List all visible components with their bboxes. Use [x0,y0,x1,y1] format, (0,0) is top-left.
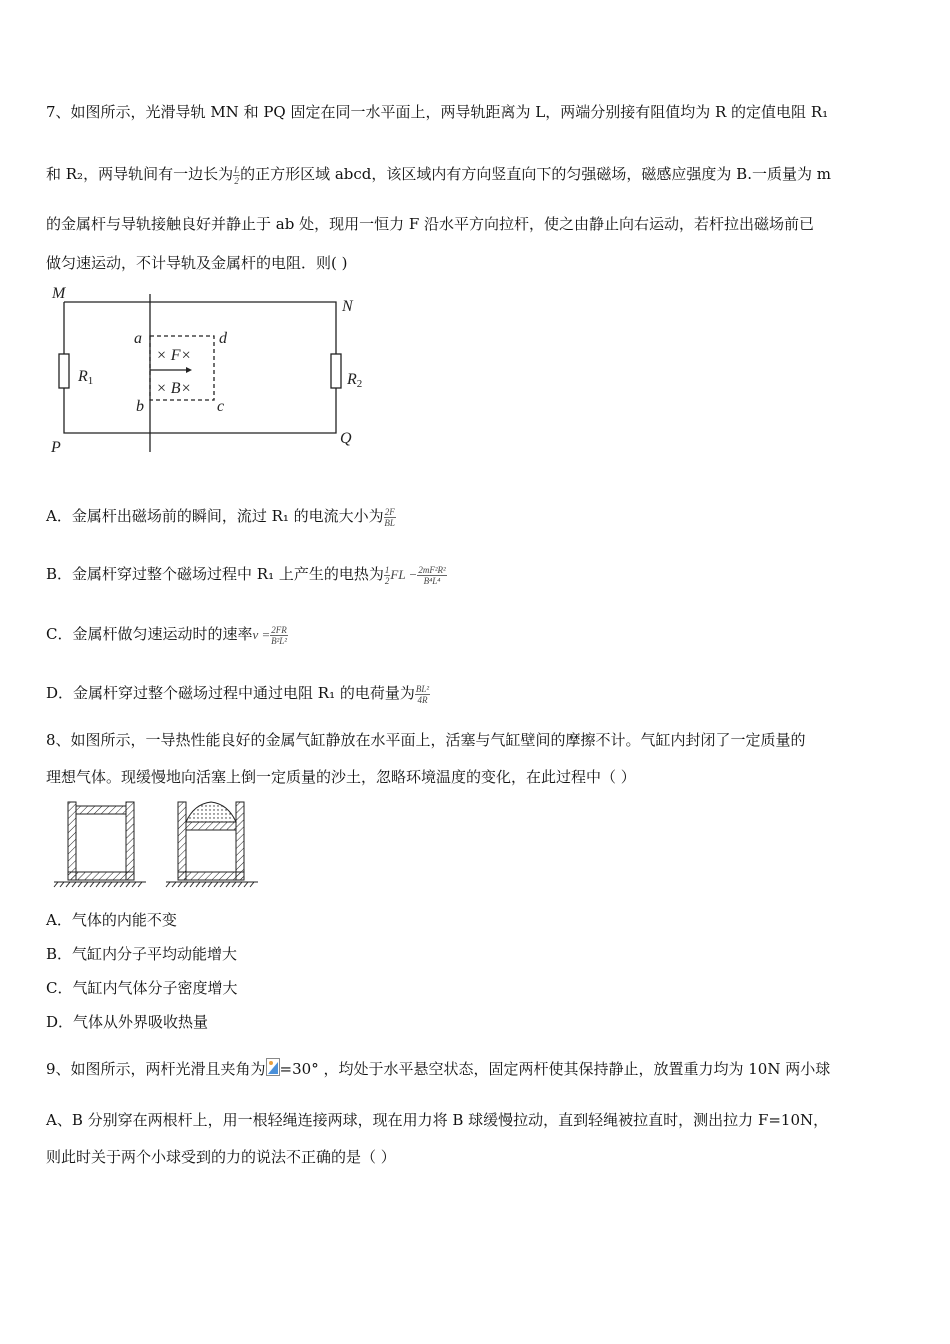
q8-option-c[interactable]: C．气缸内气体分子密度增大 [46,979,238,997]
label-c: c [217,398,225,415]
q8-cylinder-diagram [48,796,263,888]
q7-option-a[interactable]: A．金属杆出磁场前的瞬间，流过 R₁ 的电流大小为 $\frac{2F}{BL}$ [46,506,395,528]
option-c-eq: v = [252,627,271,642]
q9-stem-line-3: 则此时关于两个小球受到的力的说法不正确的是（ ） [46,1148,396,1166]
q7-stem-line-3: 的金属杆与导轨接触良好并静止于 ab 处，现用一恒力 F 沿水平方向拉杆，使之由静止向右运动，若杆拉出磁场前已 [46,215,815,233]
label-d: d [219,330,227,347]
q8-option-a[interactable]: A．气体的内能不变 [46,911,177,929]
sand-pile [186,802,236,822]
label-n: N [342,298,353,315]
resistor-r1 [59,354,69,388]
piston-after [186,822,236,830]
label-q: Q [340,430,352,447]
label-r1: R1 [78,368,94,387]
q7-circuit-diagram [40,282,380,460]
q7-option-b[interactable]: B．金属杆穿过整个磁场过程中 R₁ 上产生的电热为 $\frac{1}{2}$ FL − $\frac{\text{2mF²R²}}{\text{B⁴L⁴}}$ [46,564,446,586]
label-p: P [51,439,61,456]
rail-top-right [64,302,336,354]
q7-stem-line-2 [46,164,831,186]
angle-theta-icon [266,1058,280,1076]
option-c-fraction: $\frac{2FR}{\text{B²L²}}$ [271,624,287,646]
ground [54,882,258,887]
option-b-half-fraction: $\frac{1}{2}$ [384,564,390,586]
q7-stem-line-4: 做匀速运动，不计导轨及金属杆的电阻．则( ) [46,254,348,272]
q8-option-d[interactable]: D．气体从外界吸收热量 [46,1013,209,1031]
field-label-bottom: × B× [156,380,192,397]
field-label-top: × F× [156,347,192,364]
label-b: b [136,398,144,415]
piston-before [76,806,126,814]
q7-option-d[interactable]: D．金属杆穿过整个磁场过程中通过电阻 R₁ 的电荷量为 $\frac{\text{BL²}}{4R}$ [46,683,430,705]
q9-stem-line-1: 9、如图所示，两杆光滑且夹角为 =30° ，均处于水平悬空状态，固定两杆使其保持静止，放置重力均为 10N 两小球 [46,1060,831,1078]
side-length-fraction: $\frac{L}{2}$ [234,164,240,186]
q8-stem-line-2: 理想气体。现缓慢地向活塞上倒一定质量的沙土，忽略环境温度的变化，在此过程中（ ） [46,768,636,786]
q7-stem-line-1: 7、如图所示，光滑导轨 MN 和 PQ 固定在同一水平面上，两导轨距离为 L，两端分别接有阻值均为 R 的定值电阻 R₁ [46,103,829,121]
q7-stem-line-2-b: 的正方形区域 abcd，该区域内有方向竖直向下的匀强磁场，磁感应强度为 B.一质量为 m [240,165,831,183]
q9-stem-line-2: A、B 分别穿在两根杆上，用一根轻绳连接两球，现在用力将 B 球缓慢拉动，直到轻绳被拉直时，测出拉力 F=10N， [46,1111,829,1129]
q8-stem-line-1: 8、如图所示，一导热性能良好的金属气缸静放在水平面上，活塞与气缸壁间的摩擦不计。气缸内封闭了一定质量的 [46,731,806,749]
option-a-fraction: $\frac{2F}{BL}$ [384,506,395,528]
q8-option-b[interactable]: B．气缸内分子平均动能增大 [46,945,238,963]
option-b-mid: FL − [390,567,418,582]
label-a: a [134,330,142,347]
label-r2: R2 [347,371,363,390]
q7-option-c[interactable]: C．金属杆做匀速运动时的速率v = $\frac{2FR}{\text{B²L²}}$ [46,624,287,646]
cylinder-after [178,802,244,880]
option-d-fraction: $\frac{\text{BL²}}{4R}$ [415,683,430,705]
label-m: M [52,285,66,302]
rail-bottom [64,388,336,433]
resistor-r2 [331,354,341,388]
option-b-fraction: $\frac{\text{2mF²R²}}{\text{B⁴L⁴}}$ [418,564,446,586]
force-arrowhead [186,367,192,373]
q7-stem-line-2-a: 和 R₂，两导轨间有一边长为 [46,165,234,183]
cylinder-before [68,802,134,880]
